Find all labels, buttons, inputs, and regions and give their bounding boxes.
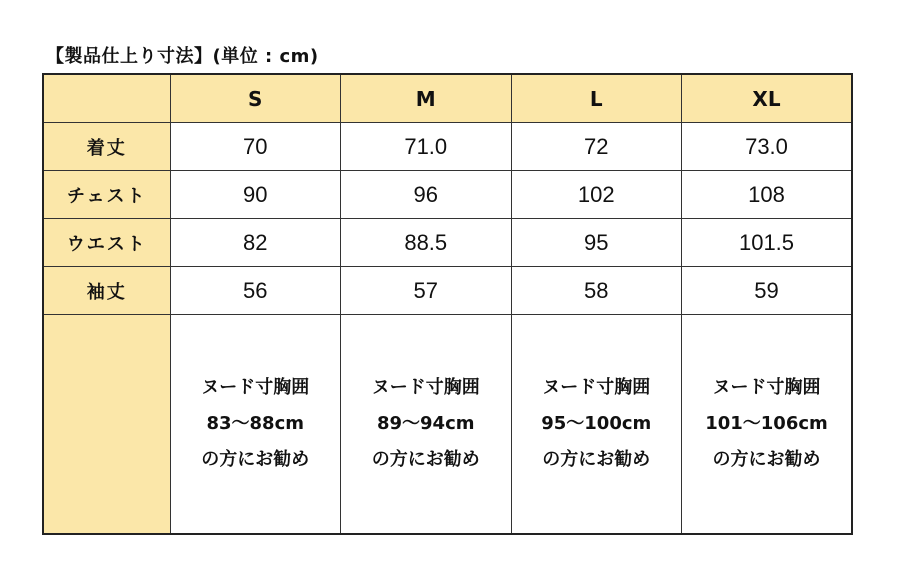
note-line: ヌード寸胸囲 (201, 377, 310, 398)
table-cell: 70 (170, 123, 341, 171)
table-cell: 102 (511, 171, 682, 219)
size-header-l: L (511, 74, 682, 123)
header-row (43, 74, 852, 123)
size-header-m: M (341, 74, 512, 123)
table-cell: 95 (511, 219, 682, 267)
note-line: ヌード寸胸囲 (542, 377, 651, 398)
table-cell: 56 (170, 267, 341, 315)
row-label: チェスト (43, 171, 170, 219)
note-line: 89～94cm (376, 413, 475, 434)
note-line: の方にお勧め (542, 449, 651, 470)
table-cell: 101.5 (682, 219, 853, 267)
note-line: ヌード寸胸囲 (712, 377, 821, 398)
table-cell: 88.5 (341, 219, 512, 267)
table-cell: 57 (341, 267, 512, 315)
size-table (42, 73, 853, 535)
table-cell: 72 (511, 123, 682, 171)
note-line: の方にお勧め (712, 449, 821, 470)
note-label-cell (43, 315, 170, 535)
table-row (43, 267, 852, 315)
size-header-xl: XL (682, 74, 853, 123)
row-label: ウエスト (43, 219, 170, 267)
page-title: 【製品仕上り寸法】(単位 : cm) (46, 46, 319, 67)
table-cell: 59 (682, 267, 853, 315)
note-cell (511, 315, 682, 535)
table-cell: 58 (511, 267, 682, 315)
note-cell (170, 315, 341, 535)
table-row (43, 123, 852, 171)
note-line: 101～106cm (705, 413, 828, 434)
note-line: の方にお勧め (371, 449, 480, 470)
row-label: 袖丈 (43, 267, 170, 315)
table-row (43, 219, 852, 267)
note-cell (682, 315, 853, 535)
table-row (43, 171, 852, 219)
table-cell: 73.0 (682, 123, 853, 171)
size-header-s: S (170, 74, 341, 123)
note-line: 83～88cm (206, 413, 305, 434)
note-row (43, 315, 852, 535)
header-corner-cell (43, 74, 170, 123)
table-cell: 90 (170, 171, 341, 219)
note-line: の方にお勧め (201, 449, 310, 470)
note-cell (341, 315, 512, 535)
table-cell: 108 (682, 171, 853, 219)
note-line: ヌード寸胸囲 (371, 377, 480, 398)
table-cell: 71.0 (341, 123, 512, 171)
row-label: 着丈 (43, 123, 170, 171)
table-cell: 96 (341, 171, 512, 219)
note-line: 95～100cm (541, 413, 652, 434)
table-cell: 82 (170, 219, 341, 267)
